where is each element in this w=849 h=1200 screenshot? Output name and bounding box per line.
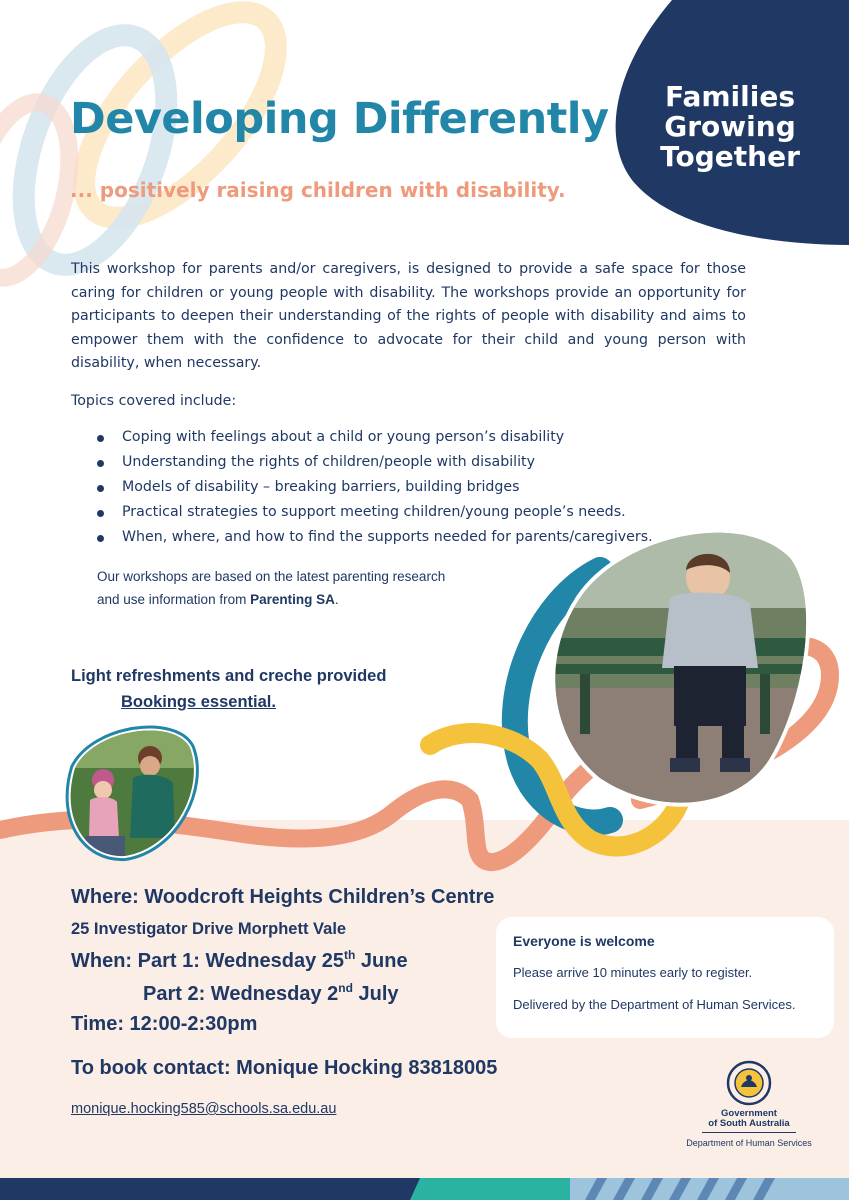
gov-divider	[702, 1132, 796, 1133]
government-logo	[680, 1058, 820, 1154]
event-time: Time: 12:00-2:30pm	[71, 1013, 258, 1035]
list-item	[97, 479, 653, 504]
bullet-icon	[97, 485, 104, 492]
topic-text: Coping with feelings about a child or young person’s disability	[122, 429, 565, 445]
blue-ring	[0, 16, 194, 284]
date-part-2	[143, 981, 399, 1006]
date-part-2-sup: nd	[338, 981, 353, 995]
topic-text: When, where, and how to find the supports needed for parents/caregivers.	[122, 529, 653, 545]
gov-name-line-2: of South Australia	[708, 1118, 790, 1129]
date-part-1-text: When: Part 1: Wednesday 25	[71, 950, 345, 972]
research-end: .	[334, 592, 339, 607]
child-on-bench-photo	[540, 518, 810, 818]
bookings-link[interactable]: Bookings essential.	[121, 693, 276, 711]
parenting-sa-label: Parenting SA	[250, 592, 335, 607]
gov-name-line-1: Government	[721, 1108, 777, 1119]
venue-address: 25 Investigator Drive Morphett Vale	[71, 920, 347, 938]
brand-line-3: Together	[660, 140, 800, 173]
venue-heading: Where: Woodcroft Heights Children’s Centre	[71, 886, 495, 908]
footer-stripe	[0, 1178, 849, 1200]
date-part-1-sup: th	[344, 948, 356, 962]
date-part-1	[71, 948, 408, 973]
brand-logo-text	[650, 82, 810, 172]
list-item	[97, 429, 653, 454]
refreshments-note: Light refreshments and creche provided	[71, 667, 387, 685]
mother-child-photo	[55, 718, 200, 863]
email-link[interactable]: monique.hocking585@schools.sa.edu.au	[71, 1101, 337, 1117]
brand-line-1: Families	[664, 80, 795, 113]
topics-heading: Topics covered include:	[71, 393, 237, 409]
gov-department: Department of Human Services	[686, 1138, 812, 1148]
welcome-title: Everyone is welcome	[513, 933, 655, 949]
booking-contact: To book contact: Monique Hocking 83818005	[71, 1057, 498, 1079]
welcome-arrival-note: Please arrive 10 minutes early to register.	[513, 965, 753, 980]
bullet-icon	[97, 435, 104, 442]
research-note	[97, 565, 457, 611]
date-part-2-text: Part 2: Wednesday 2	[143, 983, 339, 1005]
intro-paragraph: This workshop for parents and/or caregivers, is designed to provide a safe space for those caring for children or young people with disability. The workshops provide an opportunity for participants to deepen their understanding of the rights of people with disability and aims to empower them with the confidence to advocate for their child and young person with disability, when necessary.	[71, 261, 746, 371]
bullet-icon	[97, 535, 104, 542]
topic-text: Understanding the rights of children/people with disability	[122, 454, 535, 470]
list-item	[97, 454, 653, 479]
page-subtitle: ... positively raising children with disability.	[70, 178, 566, 202]
bullet-icon	[97, 460, 104, 467]
topic-text: Practical strategies to support meeting children/young people’s needs.	[122, 504, 626, 520]
welcome-card	[496, 917, 834, 1038]
topic-text: Models of disability – breaking barriers, building bridges	[122, 479, 520, 495]
research-text: Our workshops are based on the latest parenting research and use information from	[97, 569, 446, 607]
date-part-1-month: June	[355, 950, 408, 972]
page-title: Developing Differently	[70, 94, 609, 144]
welcome-delivery-note: Delivered by the Department of Human Services.	[513, 997, 796, 1012]
bullet-icon	[97, 510, 104, 517]
brand-line-2: Growing	[664, 110, 796, 143]
crest-icon	[726, 1060, 772, 1106]
date-part-2-month: July	[352, 983, 399, 1005]
